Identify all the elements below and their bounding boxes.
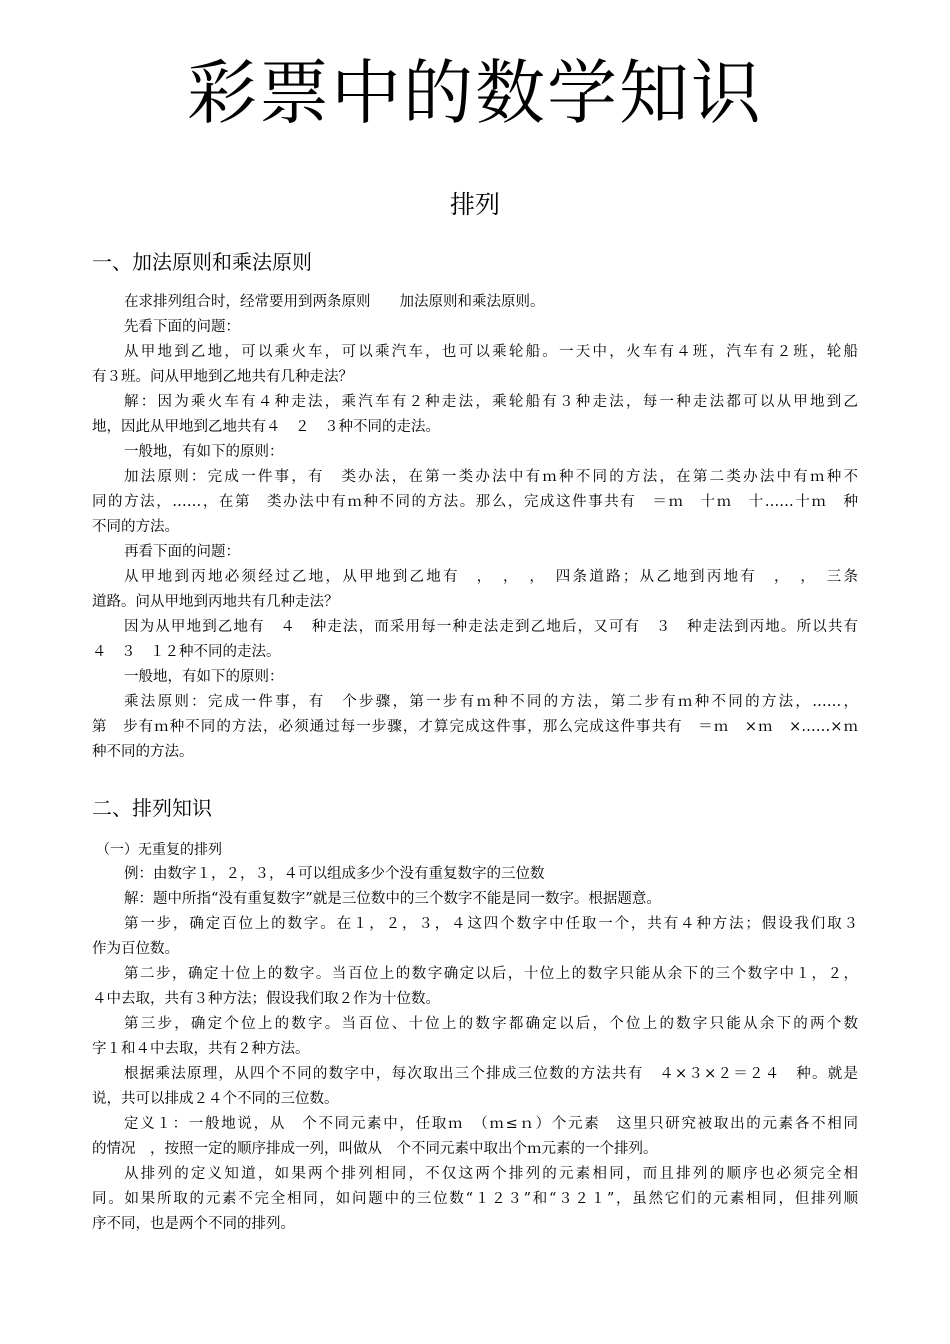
paragraph: 在求排列组合时，经常要用到两条原则 加法原则和乘法原则。	[124, 294, 545, 310]
paragraph: 第三步，确定个位上的数字。当百位、十位上的数字都确定以后，个位上的数字只能从余下的两个数 字１和４中去取，共有２种方法。	[92, 1016, 858, 1057]
page-subtitle: 排列	[449, 190, 500, 219]
page-title: 彩票中的数学知识	[187, 52, 763, 134]
paragraph: 一般地，有如下的原则：	[124, 444, 284, 460]
paragraph: 解：题中所指“没有重复数字”就是三位数中的三个数字不能是同一数字。根据题意。	[124, 891, 661, 907]
paragraph: 例：由数字１，２，３，４可以组成多少个没有重复数字的三位数	[124, 866, 545, 882]
paragraph: 因为从甲地到乙地有 ４ 种走法，而采用每一种走法走到乙地后，又可有 ３ 种走法到丙地。所以共有 ４ ３ １２种不同的走法。	[92, 619, 858, 660]
paragraph: 定义１：一般地说，从 个不同元素中，任取ｍ （ｍ≤ｎ）个元素 这里只研究被取出的元素各不相同 的情况 ，按照一定的顺序排成一列，叫做从 个不同元素中取出个ｍ元素的一个排列。	[92, 1116, 858, 1157]
paragraph: 第二步，确定十位上的数字。当百位上的数字确定以后，十位上的数字只能从余下的三个数字中１，２， ４中去取，共有３种方法；假设我们取２作为十位数。	[92, 966, 858, 1007]
paragraph: 第一步，确定百位上的数字。在１，２，３，４这四个数字中任取一个，共有４种方法；假设我们取３ 作为百位数。	[92, 916, 858, 957]
paragraph: 先看下面的问题：	[124, 319, 240, 335]
section-heading-1: 一、加法原则和乘法原则	[92, 250, 312, 274]
paragraph: 再看下面的问题：	[124, 544, 240, 560]
section-heading-2: 二、排列知识	[92, 796, 212, 820]
paragraph: 从甲地到丙地必须经过乙地，从甲地到乙地有 ， ， ， 四条道路；从乙地到丙地有 ， ， 三条 道路。问从甲地到丙地共有几种走法？	[92, 569, 858, 610]
subsection-heading: （一）无重复的排列	[96, 842, 222, 858]
paragraph: 根据乘法原理，从四个不同的数字中，每次取出三个排成三位数的方法共有 ４×３×２＝２４ 种。就是 说，共可以排成２４个不同的三位数。	[92, 1066, 858, 1107]
paragraph: 一般地，有如下的原则：	[124, 669, 284, 685]
paragraph: 从排列的定义知道，如果两个排列相同，不仅这两个排列的元素相同，而且排列的顺序也必须完全相 同。如果所取的元素不完全相同，如问题中的三位数“１２３”和“３２１”，虽然它们的元素相同，但排列顺 序不同，也是两个不同的排列。	[92, 1166, 858, 1232]
paragraph: 解：因为乘火车有４种走法，乘汽车有２种走法，乘轮船有３种走法，每一种走法都可以从甲地到乙 地，因此从甲地到乙地共有４ ２ ３种不同的走法。	[92, 394, 858, 435]
paragraph: 加法原则：完成一件事，有 类办法，在第一类办法中有ｍ种不同的方法，在第二类办法中有ｍ种不 同的方法，……，在第 类办法中有ｍ种不同的方法。那么，完成这件事共有 ＝ｍ 十ｍ 十……十ｍ 种 不同的方法。	[92, 469, 858, 535]
paragraph: 乘法原则：完成一件事，有 个步骤，第一步有ｍ种不同的方法，第二步有ｍ种不同的方法，……， 第 步有ｍ种不同的方法，必须通过每一步骤，才算完成这件事，那么完成这件事共有 ＝ｍ ×ｍ ×……×ｍ 种不同的方法。	[92, 694, 858, 760]
paragraph: 从甲地到乙地，可以乘火车，可以乘汽车，也可以乘轮船。一天中，火车有４班，汽车有２班，轮船 有３班。问从甲地到乙地共有几种走法？	[92, 344, 858, 385]
